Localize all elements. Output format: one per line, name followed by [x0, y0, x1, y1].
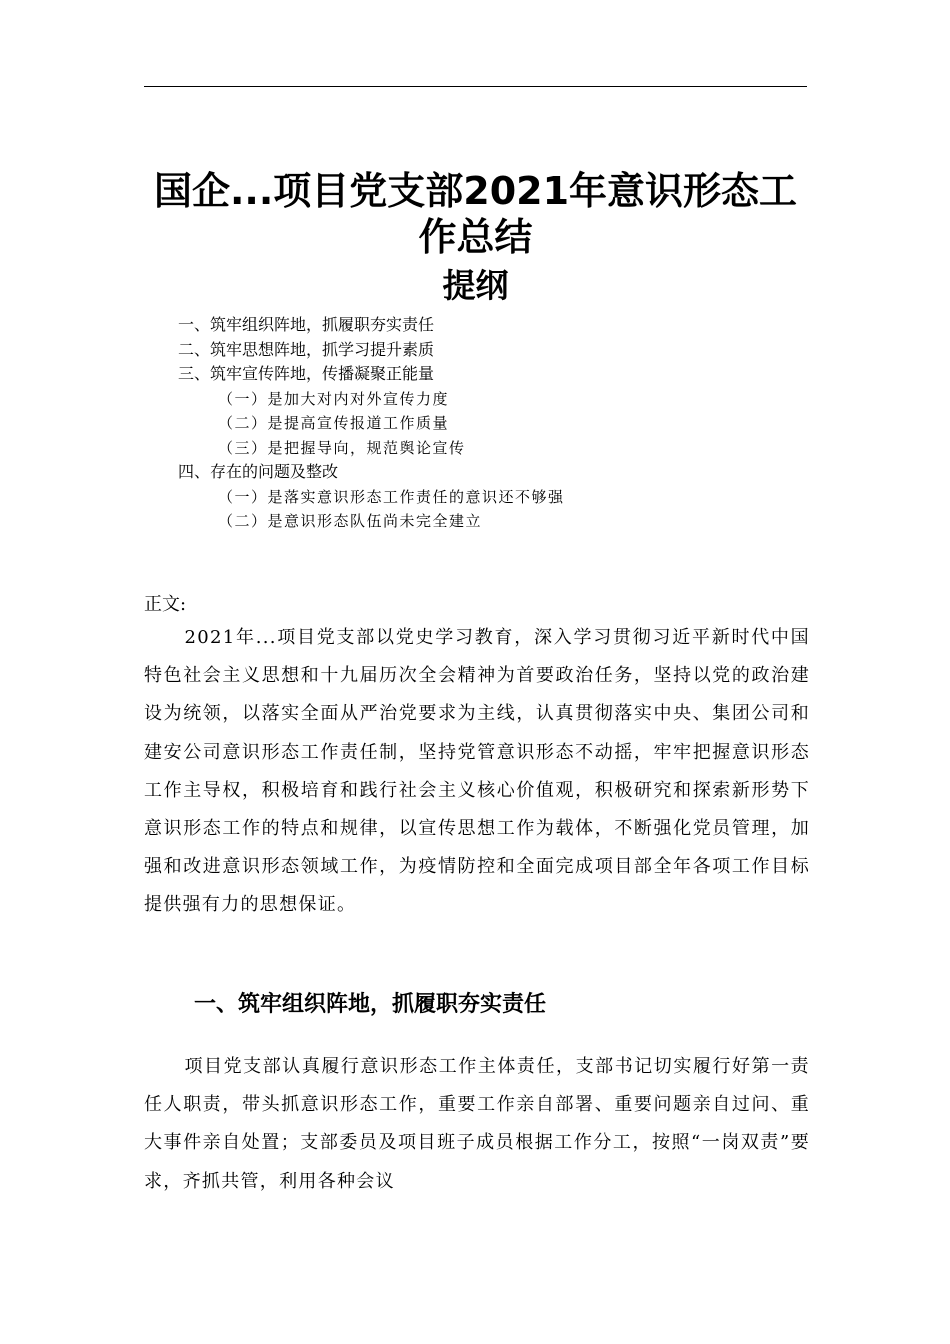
section-1-paragraph: 项目党支部认真履行意识形态工作主体责任，支部书记切实履行好第一责任人职责，带头抓意识形态工作，重要工作亲自部署、重要问题亲自过问、重大事件亲自处置；支部委员及项目班子成员根据工作分工，按照“一岗双责”要求，齐抓共管，利用各种会议 — [144, 1056, 810, 1192]
outline-item-3: 三、筑牢宣传阵地，传播凝聚正能量 — [178, 364, 435, 383]
outline-subitem-3-2: （二）是提高宣传报道工作质量 — [218, 414, 450, 432]
outline-subitem-3-3: （三）是把握导向，规范舆论宣传 — [218, 438, 466, 457]
outline-item-1: 一、筑牢组织阵地，抓履职夯实责任 — [178, 315, 435, 334]
document-title: 国企...项目党支部2021年意识形态工作总结 — [153, 169, 798, 259]
outline-list — [178, 313, 778, 534]
intro-paragraph: 2021年...项目党支部以党史学习教育，深入学习贯彻习近平新时代中国特色社会主义思想和十九届历次全会精神为首要政治任务，坚持以党的政治建设为统领，以落实全面从严治党要求为主线，认真贯彻落实中央、集团公司和建安公司意识形态工作责任制，坚持党管意识形态不动摇，牢牢把握意识形态工作主导权，积极培育和践行社会主义核心价值观，积极研究和探索新形势下意识形态工作的特点和规律，以宣传思想工作为载体，不断强化党员管理，加强和改进意识形态领域工作，为疫情防控和全面完成项目部全年各项工作目标提供强有力的思想保证。 — [144, 627, 810, 916]
outline-item-2: 二、筑牢思想阵地，抓学习提升素质 — [178, 339, 435, 359]
body-label: 正文: — [144, 594, 187, 615]
outline-subitem-4-2: （二）是意识形态队伍尚未完全建立 — [218, 512, 483, 530]
outline-heading: 提纲 — [442, 266, 509, 305]
header-rule — [144, 86, 807, 87]
section-1-heading: 一、筑牢组织阵地，抓履职夯实责任 — [194, 992, 547, 1017]
outline-subitem-4-1: （一）是落实意识形态工作责任的意识还不够强 — [218, 487, 565, 506]
outline-item-4: 四、存在的问题及整改 — [178, 462, 339, 481]
outline-subitem-3-1: （一）是加大对内对外宣传力度 — [218, 389, 450, 408]
